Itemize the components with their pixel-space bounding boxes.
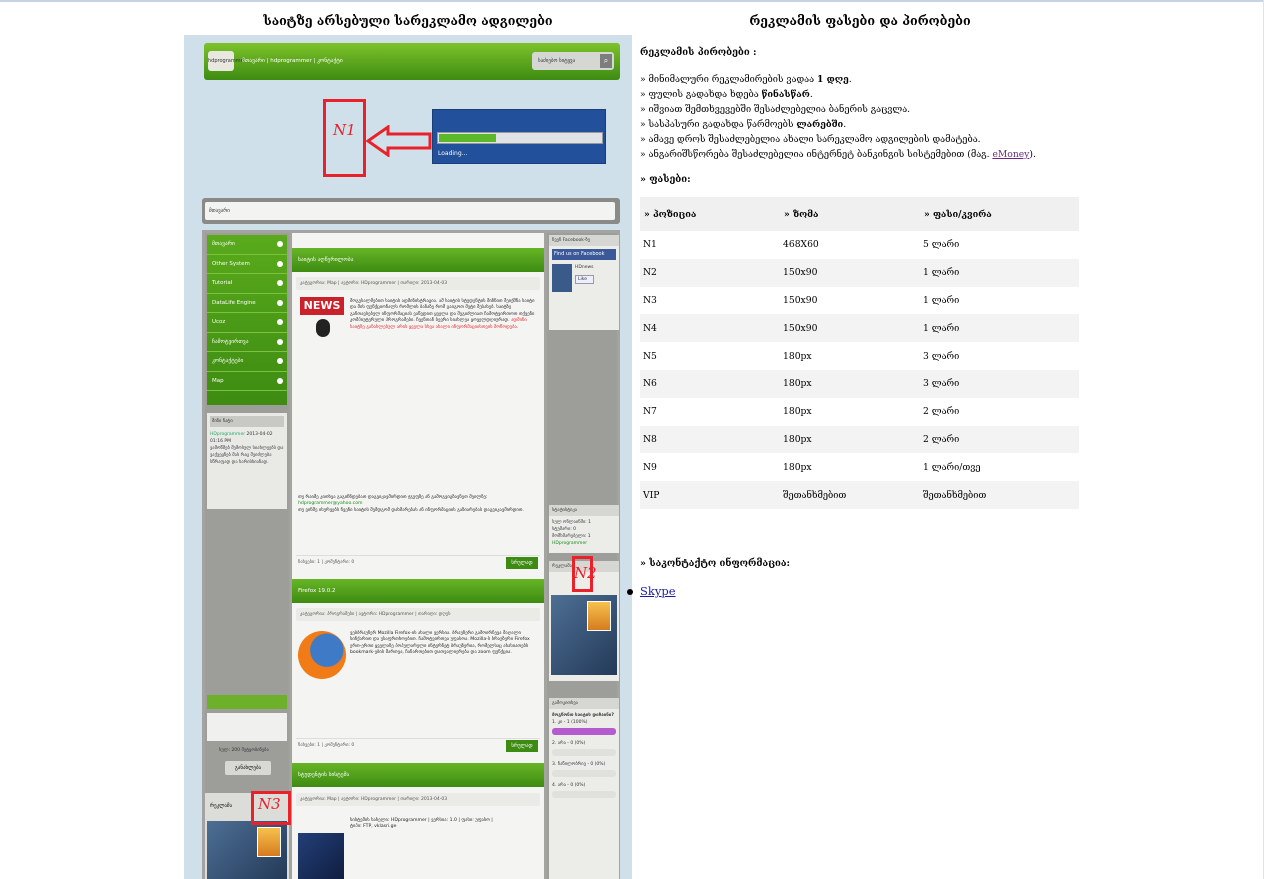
price-cell-size: 180px (780, 426, 920, 454)
png-icon (587, 601, 611, 631)
preview-body (202, 230, 620, 879)
menu-bullet-icon (277, 339, 283, 345)
facebook-page-icon (552, 264, 572, 292)
preview-header (204, 43, 620, 80)
price-cell-price: შეთანხმებით (920, 481, 1079, 509)
ad-thumbnail-right (551, 595, 617, 675)
left-ad-title: რეკლამა (210, 803, 233, 809)
poll-option-label: 3. ნაწილობრივ - 0 (0%) (552, 762, 606, 767)
preview-content (292, 233, 544, 879)
price-row (640, 370, 1079, 398)
article-1-meta: კატეგორია: Map | ავტორი: HDprogrammer | თარიღი: 2013-04-03 (296, 277, 540, 290)
price-row (640, 398, 1079, 426)
price-cell-size: შეთანხმებით (780, 481, 920, 509)
stats-box: სტატისტიკა სულ ონლაინში: 1 სტუმარი: 0 მომხმარებელი: 1 HDprogrammer (549, 505, 619, 553)
price-cell-position: N5 (643, 350, 657, 362)
article-1-footer: ნახვები: 1 | კომენტარი: 0 სრულად (296, 555, 540, 569)
arrow-left-icon (366, 125, 432, 157)
poll-option-bar (552, 770, 616, 777)
price-cell-price: 2 ლარი (920, 426, 1079, 454)
article-1-red-text: ადმინი საიტზე განახლებულ არის ყველა სხვა ახალი ინფორმაციისთვის მოწოდება. (350, 318, 527, 330)
preview-menu-item: DataLife Engine (207, 294, 287, 314)
price-cell-position: N2 (640, 259, 780, 287)
contact-title: » საკონტაქტო ინფორმაცია: (640, 558, 790, 569)
poll-option-bar (552, 728, 616, 735)
minichat-count: სულ: 200 შეტყობინება (219, 748, 269, 753)
price-cell-price: 3 ლარი (923, 350, 960, 362)
preview-search-placeholder: საძიებო სიტყვა (538, 58, 576, 64)
preview-menu-item: ჩამოტვირთვა (207, 333, 287, 353)
header-position: » პოზიცია (640, 197, 780, 231)
preview-menu (207, 235, 287, 405)
menu-bullet-icon (277, 358, 283, 364)
article-1-text: მოგესალმებით საიტის ადმინისტრაცია. ამ საიტის სტუდენტის მიზნით შეიქმნა საიტი და მის ფუნქციონალს რომლის ბაზაზე რომ გაიგოთ მეტი შესახებ. საიტზე განთავსებულ ინფორმაციას ვაწვდით ყველა და შეგიძლიათ ჩამოტვირთოთ თქვენი კომპიუტერული პროგრამები. ჩვენთან ბევრი სიახლეა ყოველდღიურად. ადმინი საიტზე განახლებულ არის ყველა სხვა ახალი ინფორმაციისთვის მოწოდება. (350, 299, 535, 330)
condition-line: » ფულის გადახდა ხდება წინასწარ. (640, 89, 813, 100)
minichat-refresh-button: განახლება (225, 761, 271, 775)
price-row (640, 287, 1079, 315)
price-cell-size: 150x90 (783, 294, 818, 306)
article-3-text: სისტემის სახელი: HDprogrammer | ვერსია: 1.0 | ფასი: უფასო | ტიპი: FTP, vklasri.ge (350, 818, 493, 830)
price-cell-size: 180px (780, 370, 920, 398)
price-cell-position: VIP (640, 481, 780, 509)
article-3-title: სტუდენტის სისტემა (292, 763, 544, 787)
article-1-title: საიტის აღწერილობა (292, 248, 544, 272)
banner-progress-fill (439, 134, 496, 142)
price-row (640, 481, 1079, 509)
price-row (640, 426, 1079, 454)
menu-bullet-icon (277, 319, 283, 325)
article-1-more-button: სრულად (506, 557, 538, 569)
preview-menu-item: Tutorial (207, 274, 287, 294)
preview-breadcrumb: მთავარი (205, 202, 615, 220)
ad-places-heading: საიტზე არსებული სარეკლამო ადგილები (263, 13, 553, 28)
n1-label: N1 (333, 121, 356, 139)
poll-option-bar (552, 749, 616, 756)
article-2-footer: ნახვები: 1 | კომენტარი: 0 სრულად (296, 738, 540, 752)
poll-option-bar (552, 791, 616, 798)
preview-menu-item: კონტაქტები (207, 352, 287, 372)
price-cell-price: 3 ლარი (920, 370, 1079, 398)
price-cell-size: 150x90 (780, 259, 920, 287)
banner-progress-bar (437, 132, 603, 144)
conditions-title: რეკლამის პირობები : (640, 47, 757, 58)
preview-search (532, 52, 614, 70)
prices-heading: რეკლამის ფასები და პირობები (749, 13, 971, 28)
poll-option-label: 4. არა - 0 (0%) (552, 783, 586, 788)
article-2-more-button: სრულად (506, 740, 538, 752)
preview-menu-item: Ucoz (207, 313, 287, 333)
preview-menu-item: Map (207, 372, 287, 392)
price-cell-position: N3 (643, 294, 657, 306)
price-row (640, 453, 1079, 481)
site-preview-image (184, 35, 632, 879)
article-1-text-2: თუ რაიმე კითხვა გაგიჩნდებათ დაგვიკავშირდით ჯგუფზე ან გამოგვიგზავნეთ მეილზე: hdprogrammer@yahoo.com თუ ვინმე ისურვებს ჩვენი საიტის შემდგომ დახმარებას ან ინფორმაციის გაზიარებას დაგვიკავშირდით. (298, 495, 538, 514)
price-cell-position: N4 (640, 314, 780, 342)
banner-loading-text: Loading... (438, 150, 468, 157)
minichat-title: მინი ჩატი (210, 416, 284, 427)
price-cell-position: N1 (643, 239, 657, 251)
prices-table (640, 197, 1079, 509)
price-cell-price: 5 ლარი (923, 239, 960, 251)
price-cell-position: N6 (640, 370, 780, 398)
ad-thumbnail (207, 821, 287, 879)
firefox-icon (298, 631, 346, 679)
emoney-link[interactable]: eMoney (992, 149, 1030, 160)
poll-option-label: 2. არა - 0 (0%) (552, 741, 586, 746)
minichat-date: 2013-04-02 01:16 PM (210, 432, 273, 444)
minichat-input (207, 713, 287, 741)
price-cell-position: N7 (643, 406, 657, 418)
minichat-message: ვამოწმებ შემოსულ სიახლეებს და ვაქვეყნებ მას რაც შეიძლება სწრაფად და ხარისხიანად. (210, 446, 284, 465)
contact-list (627, 584, 676, 598)
smileys-row (207, 695, 287, 709)
price-cell-price: 2 ლარი (923, 406, 960, 418)
top-border (0, 0, 1264, 2)
price-cell-price: 1 ლარი/თვე (923, 461, 981, 473)
preview-breadcrumb-bar (202, 198, 620, 224)
conditions-list (640, 72, 1070, 162)
price-cell-size: 180px (783, 461, 812, 473)
price-cell-position: N9 (643, 461, 657, 473)
menu-bullet-icon (277, 280, 283, 286)
price-row (640, 259, 1079, 287)
poll-box: გამოკითხვა მოგწონთ საიტის დიზაინი? 1. კი - 1 (100%) 2. არა - 0 (0%) 3. ნაწილობრივ - 0 (0%) 4. არა - 0 (0%) (549, 698, 619, 879)
png-icon (257, 827, 281, 857)
poll-list (552, 719, 616, 798)
price-cell-size: 180px (783, 350, 812, 362)
price-cell-size: 180px (783, 406, 812, 418)
price-row (640, 342, 1079, 370)
price-cell-size: 468X60 (783, 239, 819, 251)
condition-line: » მინიმალური რეკლამირების ვადაა 1 დღე. (640, 74, 852, 85)
preview-left-column (205, 233, 289, 793)
preview-minichat (207, 413, 287, 509)
price-row (640, 231, 1079, 259)
prices-title: » ფასები: (640, 174, 691, 185)
condition-line: » ამავე დროს შესაძლებელია ახალი სარეკლამო ადგილების დამატება. (640, 134, 981, 145)
prices-header-row (640, 197, 1079, 231)
search-icon: ⌕ (600, 54, 612, 68)
bullet-icon (627, 589, 633, 595)
poll-option-fill (552, 728, 616, 735)
menu-bullet-icon (277, 261, 283, 267)
preview-menu-item: მთავარი (207, 235, 287, 255)
price-cell-price: 1 ლარი (923, 294, 960, 306)
menu-bullet-icon (277, 300, 283, 306)
article-2-title: Firefox 19.0.2 (292, 579, 544, 603)
facebook-box: ჩვენ Facebook-ზე Find us on Facebook HDnews Like (549, 235, 619, 330)
preview-logo: hdprogrammer (208, 51, 234, 71)
header-size: » ზომა (780, 197, 920, 231)
header-price: » ფასი/კვირა (920, 197, 1079, 231)
n2-label: N2 (574, 564, 597, 582)
n3-label: N3 (258, 795, 281, 813)
facebook-title: Find us on Facebook (552, 249, 616, 260)
condition-line: » იშვიათ შემთხვევებში შესაძლებელია ბანერის გაცვლა. (640, 104, 911, 115)
price-cell-price: 1 ლარი (920, 259, 1079, 287)
preview-menu-item: Other System (207, 255, 287, 275)
menu-bullet-icon (277, 378, 283, 384)
right-ad-box: რეკლამა (549, 561, 619, 681)
condition-line: » სასპასური გადახდა წარმოებს ლარებში. (640, 119, 847, 130)
n1-banner (432, 109, 606, 164)
price-cell-size: 150x90 (780, 314, 920, 342)
preview-header-nav: მთავარი | hdprogrammer | კონტაქტი (242, 58, 343, 64)
book-icon (298, 833, 344, 879)
article-2-text: ვებბრაუზერ Mozilla Firefox-ის ახალი ვერსია. ბრაუზერი გამოირჩევა მაღალი სიჩქარით და უსაფრთხოებით. ჩამოტვირთვა უფასოა. Mozilla-ს ბრაუზერი Firefox ერთ-ერთი ყველაზე პოპულარული ინტერნეტ ბრაუზერია, რომელსაც ახასიათებს bookmark-ების მართვა, ჩანართებით დათვალიერება და zoom ფუნქცია. (350, 631, 530, 656)
condition-payment-line: » ანგარიშსწორება შესაძლებელია ინტერნეტ ბანკინგის სისტემებით (მაგ. eMoney). (640, 149, 1036, 160)
skype-link[interactable]: Skype (640, 584, 676, 598)
menu-bullet-icon (277, 241, 283, 247)
article-2-meta: კატეგორია: პროგრამები | ავტორი: HDprogrammer | თარიღი: დღეს (296, 608, 540, 621)
price-row (640, 314, 1079, 342)
price-cell-price: 1 ლარი (920, 314, 1079, 342)
minichat-user: HDprogrammer (210, 432, 246, 437)
poll-option-label: 1. კი - 1 (100%) (552, 720, 588, 725)
article-3-meta: კატეგორია: Map | ავტორი: HDprogrammer | თარიღი: 2013-04-03 (296, 793, 540, 806)
price-cell-position: N8 (640, 426, 780, 454)
news-icon: NEWS (298, 289, 346, 347)
article-1-email: hdprogrammer@yahoo.com (298, 501, 363, 507)
